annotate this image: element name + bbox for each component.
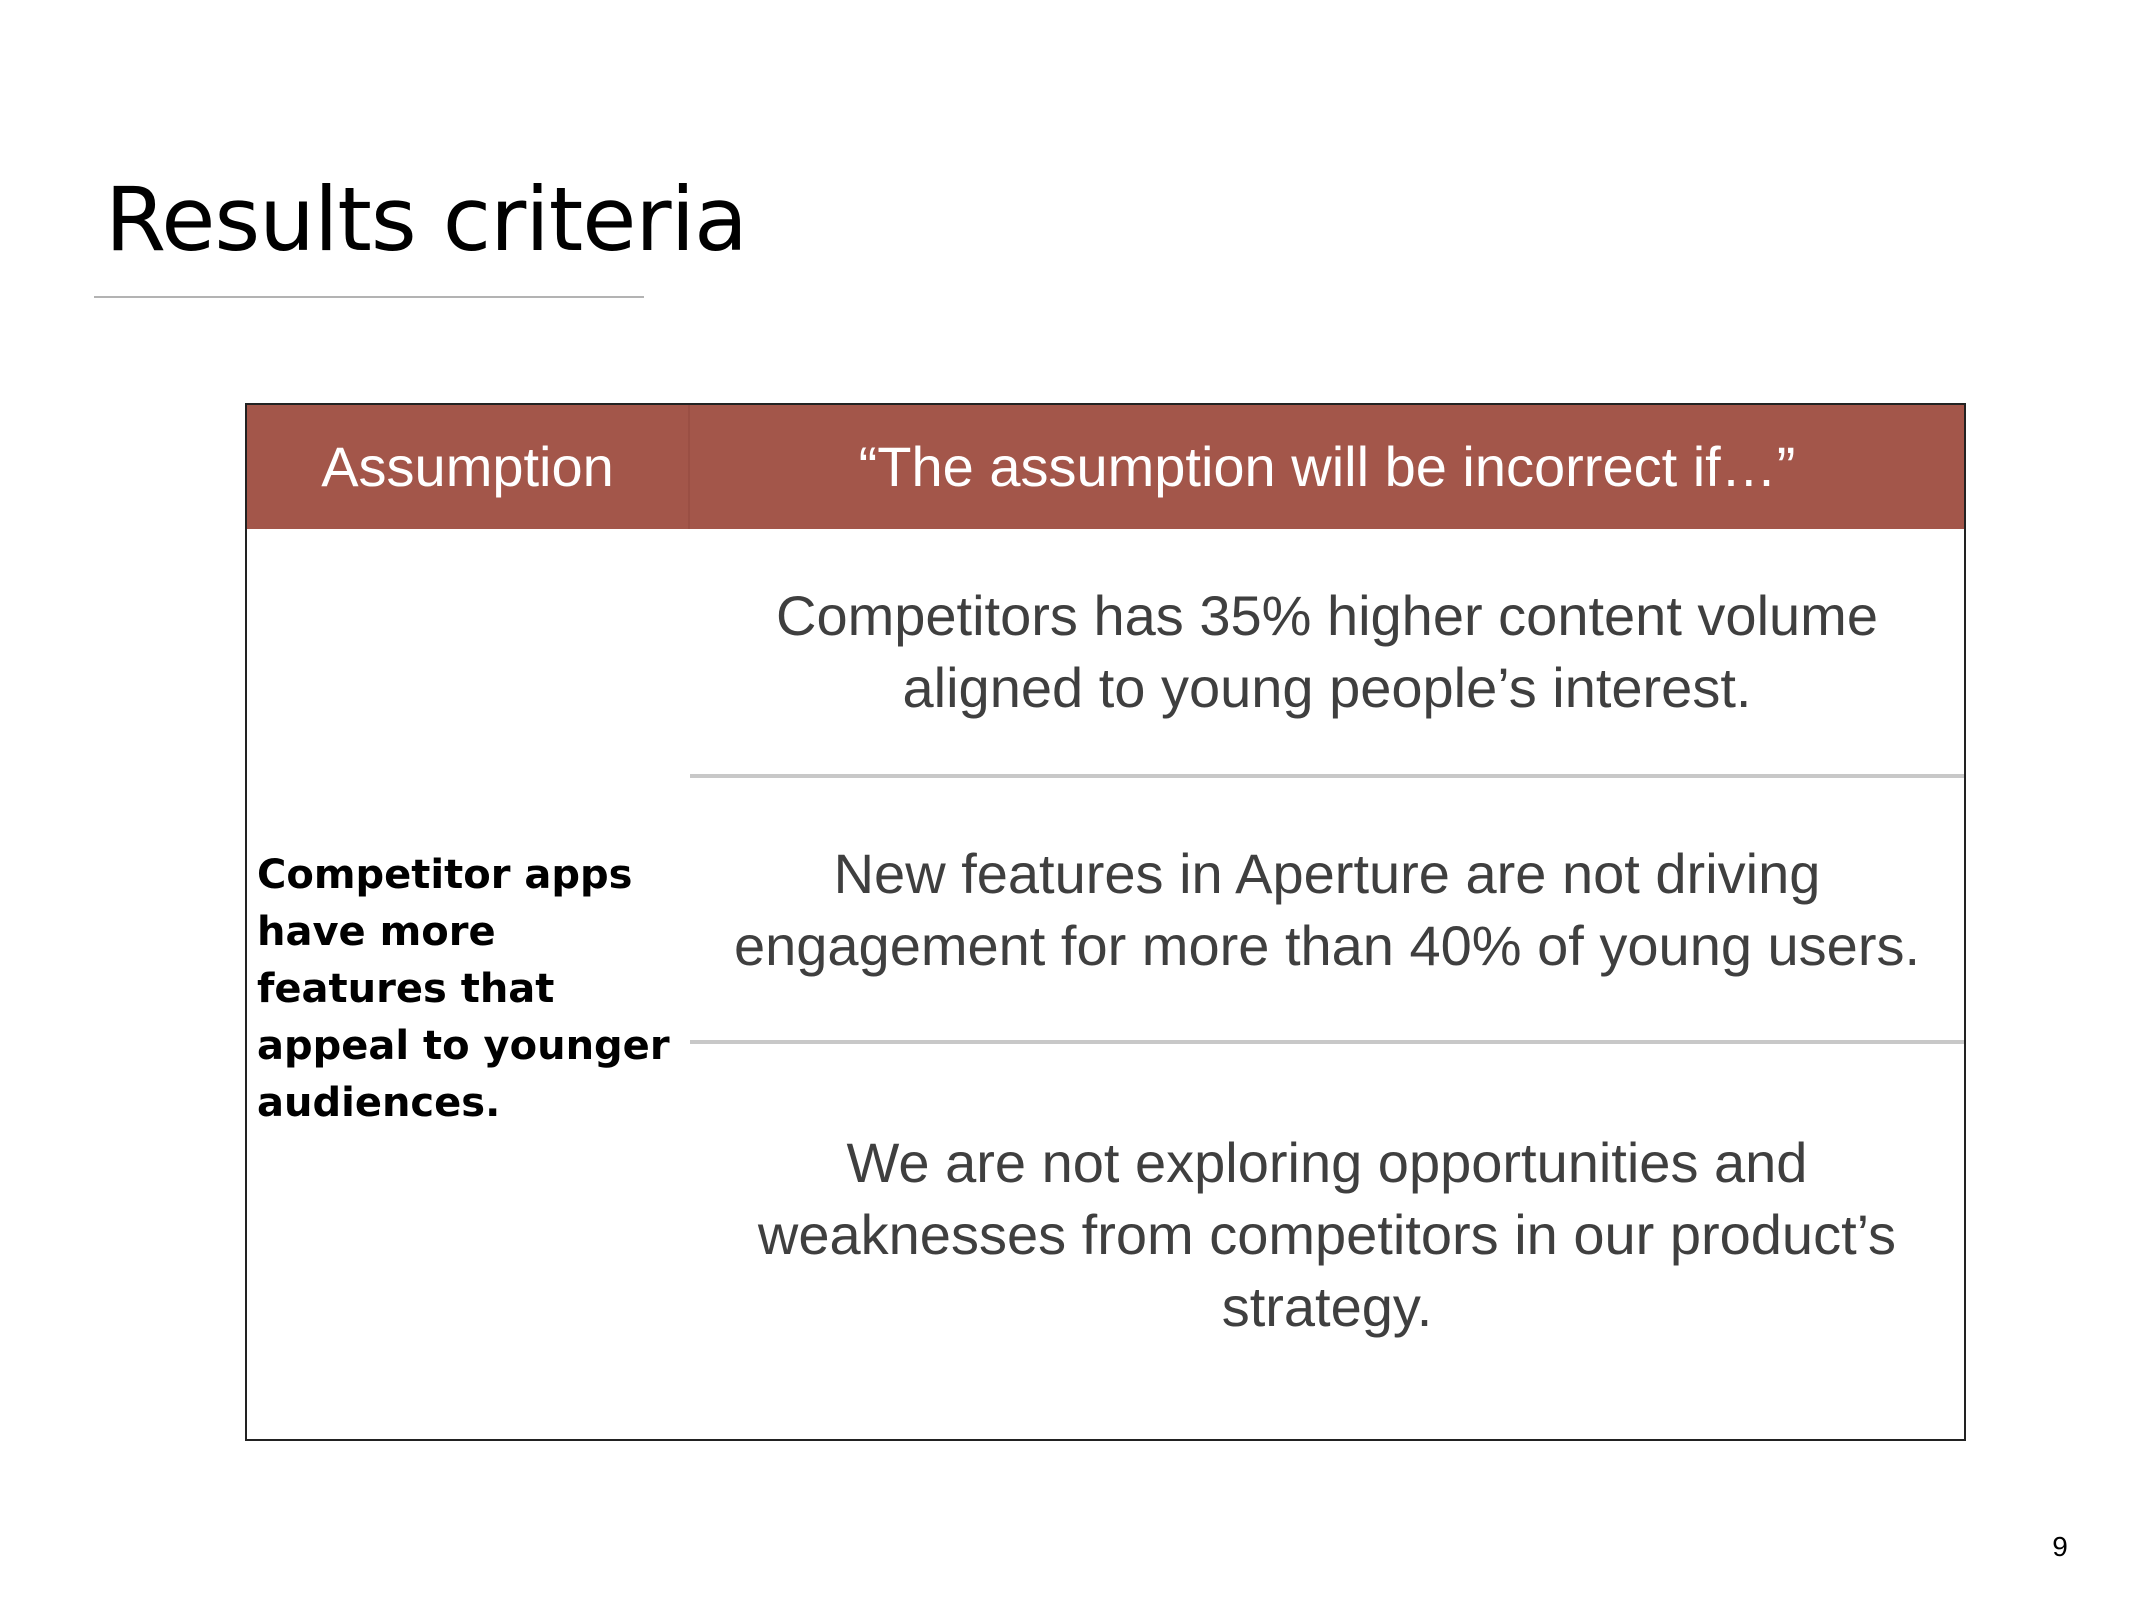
incorrect-if-column-header: “The assumption will be incorrect if…” [858,435,1796,498]
page-number: 9 [2052,1531,2068,1562]
assumption-column-header: Assumption [321,435,614,498]
condition-item-2: New features in Aperture are not driving engagement for more than 40% of young users. [733,841,1921,977]
slide-title: Results criteria [105,168,747,271]
assumption-text: Competitor apps have more features that appeal to younger audiences. [257,852,670,1126]
table-header [247,405,1964,529]
results-criteria-table [245,403,1966,1441]
condition-item-3: We are not exploring opportunities and weaknesses from competitors in our product’s strategy. [757,1131,1897,1338]
condition-item-1: Competitors has 35% higher content volume aligned to young people’s interest. [776,584,1878,719]
title-underline [94,296,644,298]
